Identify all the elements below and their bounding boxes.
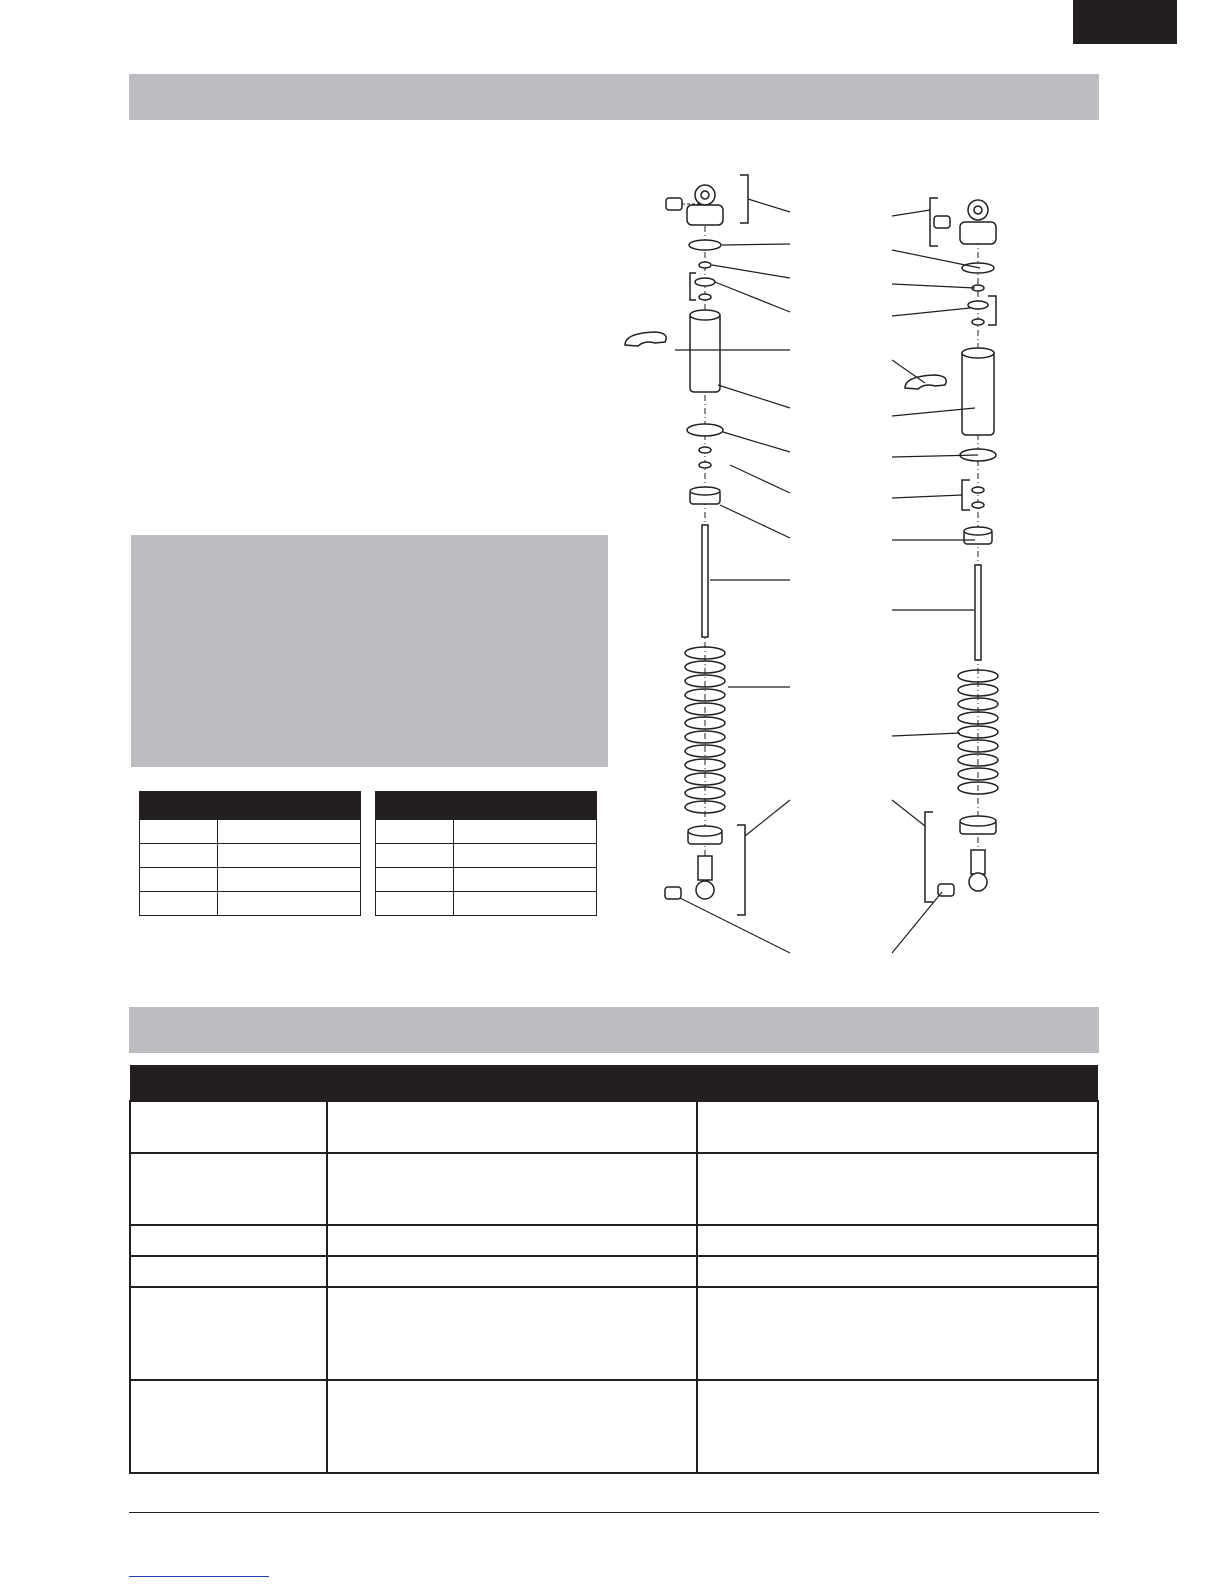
o-ring-icon [972,502,984,508]
table-row [376,844,597,868]
table-cell [140,868,218,892]
shock-exploded-diagram [600,160,1040,975]
table-header-row [140,792,361,820]
table-cell [130,1380,327,1473]
table-cell [697,1287,1098,1380]
seal-cap-icon [964,527,992,544]
table-cell [327,1287,697,1380]
table-row [130,1101,1098,1153]
left-shock-assembly [625,175,748,915]
table-cell [327,1256,697,1287]
table-cell [218,820,361,844]
cap-screw-icon [934,216,950,228]
troubleshooting-table [129,1065,1099,1474]
spring-cup-icon [960,816,996,834]
table-cell [218,892,361,916]
shock-shaft-icon [702,525,708,637]
spring-clip-icon [625,332,666,346]
shock-body-icon [962,348,994,435]
shock-cap-icon [687,185,723,225]
table-header-cell [218,792,361,820]
table-cell [376,844,454,868]
spec-table-left [139,791,361,916]
spring-clip-icon [905,375,946,389]
piston-icon [695,278,715,286]
table-cell [697,1380,1098,1473]
table-header-cell [140,792,218,820]
section-header-bar-2 [129,1007,1099,1053]
table-row [376,868,597,892]
table-row [130,1380,1098,1473]
table-cell [454,844,597,868]
table-cell [130,1153,327,1225]
rod-end-screw-icon [665,887,681,899]
table-cell [697,1225,1098,1256]
table-cell [130,1287,327,1380]
piston-icon [968,301,988,309]
shock-shaft-icon [975,565,981,660]
table-header-row [376,792,597,820]
table-cell [130,1225,327,1256]
table-cell [218,868,361,892]
table-row [130,1225,1098,1256]
table-row [140,892,361,916]
table-row [376,892,597,916]
o-ring-icon [699,447,711,453]
table-cell [327,1380,697,1473]
o-ring-icon [699,462,711,468]
table-cell [697,1153,1098,1225]
washer-icon [699,294,711,300]
footer-link[interactable] [129,1576,269,1577]
table-cell [218,844,361,868]
table-cell [327,1225,697,1256]
table-cell [327,1101,697,1153]
seal-cap-icon [690,487,720,504]
rod-end-icon [696,856,714,899]
table-cell [327,1153,697,1225]
spec-table-right [375,791,597,916]
table-cell [140,892,218,916]
table-row [376,820,597,844]
table-cell [376,868,454,892]
table-row [140,844,361,868]
footer-divider [129,1512,1099,1513]
note-box [131,535,608,767]
shock-body-icon [690,310,720,392]
table-cell [130,1256,327,1287]
o-ring-icon [689,240,721,250]
table-row [140,868,361,892]
table-cell [140,820,218,844]
table-row [130,1153,1098,1225]
table-row [140,820,361,844]
washer-icon [699,262,711,268]
section-header-bar-1 [129,74,1099,120]
washer-icon [972,319,984,325]
table-cell [454,820,597,844]
table-row [130,1287,1098,1380]
table-cell [454,868,597,892]
right-shock-assembly [905,198,998,902]
table-row [130,1256,1098,1287]
lower-cap-icon [687,424,723,436]
language-tab [1073,0,1177,44]
table-header-cell [454,792,597,820]
table-cell [376,820,454,844]
spring-cup-icon [688,826,722,844]
rod-end-icon [969,850,987,891]
table-cell [454,892,597,916]
table-cell [376,892,454,916]
shock-cap-icon [960,200,996,244]
table-cell [697,1256,1098,1287]
table-cell [140,844,218,868]
table-header-cell [327,1065,697,1101]
o-ring-icon [972,487,984,493]
table-cell [130,1101,327,1153]
table-header-row [130,1065,1098,1101]
table-header-cell [376,792,454,820]
table-header-cell [130,1065,327,1101]
table-header-cell [697,1065,1098,1101]
table-cell [697,1101,1098,1153]
